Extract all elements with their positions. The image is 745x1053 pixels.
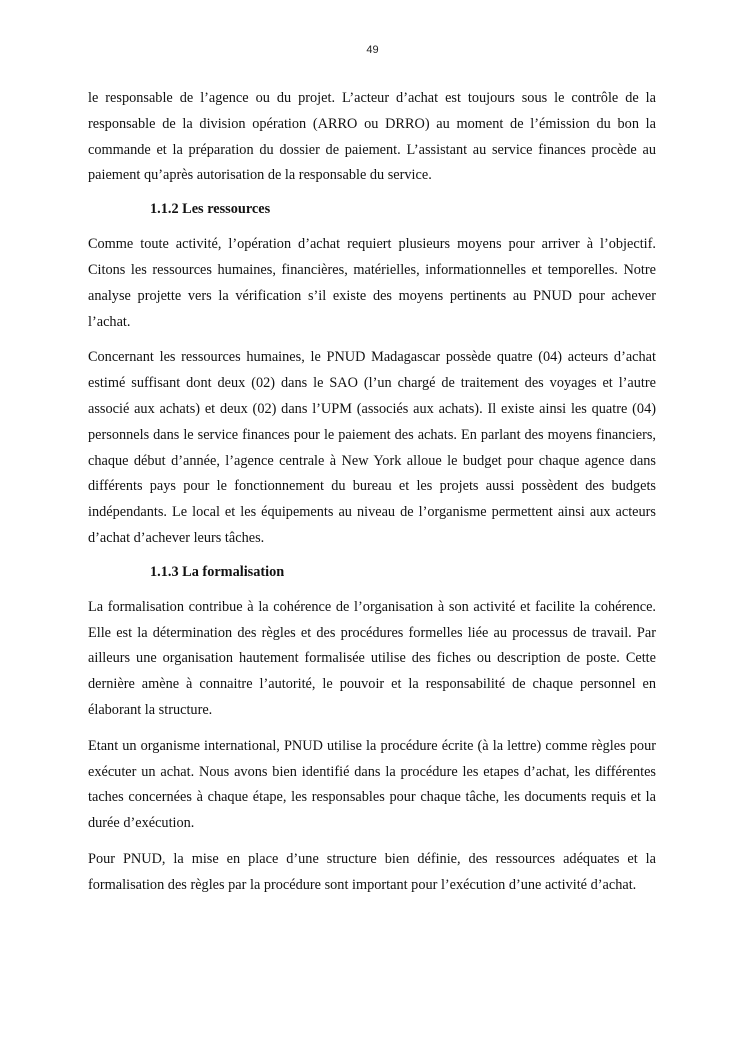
paragraph-ressources-humaines: Concernant les ressources humaines, le PNUD Madagascar possède quatre (04) acteurs d’achat estimé suffisant dont deux (02) dans le SAO (l’un chargé de traitement des voyages et l’autre associé aux achats) et deux (02) dans l’UPM (associés aux achats). Il existe ainsi les quatre (04) personnels dans le service finances pour le paiement des achats. En parlant des moyens financiers, chaque début d’année, l’agence centrale à New York alloue le budget pour chaque agence dans différents pays pour le fonctionnement du bureau et les projets aussi possèdent des budgets indépendants. Le local et les équipements au niveau de l’organisme permettent ainsi aux acteurs d’achat d’achever leurs tâches.	[88, 349, 656, 546]
paragraph-ressources-intro: Comme toute activité, l’opération d’achat requiert plusieurs moyens pour arriver à l’objectif. Citons les ressources humaines, financières, matérielles, informationnelles et temporelles. Notre analyse projette vers la vérification s’il existe des moyens pertinents au PNUD pour achever l’achat.	[88, 236, 656, 330]
paragraph-conclusion: Pour PNUD, la mise en place d’une structure bien définie, des ressources adéquates et la formalisation des règles par la procédure sont important pour l’exécution d’une activité d’achat.	[88, 850, 656, 893]
paragraph-agency-control: le responsable de l’agence ou du projet. L’acteur d’achat est toujours sous le contrôle de la responsable de la division opération (ARRO ou DRRO) au moment de l’émission du bon la commande et la préparation du dossier de paiement. L’assistant au service finances procède au paiement qu’après autorisation de la responsable du service.	[88, 90, 656, 184]
section-heading-formalisation: 1.1.3 La formalisation	[150, 563, 285, 580]
paragraph-formalisation-definition: La formalisation contribue à la cohérence de l’organisation à son activité et facilite la cohérence. Elle est la détermination des règles et des procédures formelles liée au processus de travail. Par ailleurs une organisation hautement formalisée utilise des fiches ou description de poste. Cette dernière amène à connaitre l’autorité, le pouvoir et la responsabilité de chaque personnel en élaborant la structure.	[88, 598, 656, 718]
paragraph-procedure-ecrite: Etant un organisme international, PNUD utilise la procédure écrite (à la lettre) comme règles pour exécuter un achat. Nous avons bien identifié dans la procédure les etapes d’achat, les différentes taches concernées à chaque étape, les responsables pour chaque tâche, les documents requis et la durée d’exécution.	[88, 737, 656, 832]
page-number: 49	[366, 44, 379, 56]
page-body	[88, 86, 656, 909]
section-heading-ressources: 1.1.2 Les ressources	[150, 201, 271, 218]
